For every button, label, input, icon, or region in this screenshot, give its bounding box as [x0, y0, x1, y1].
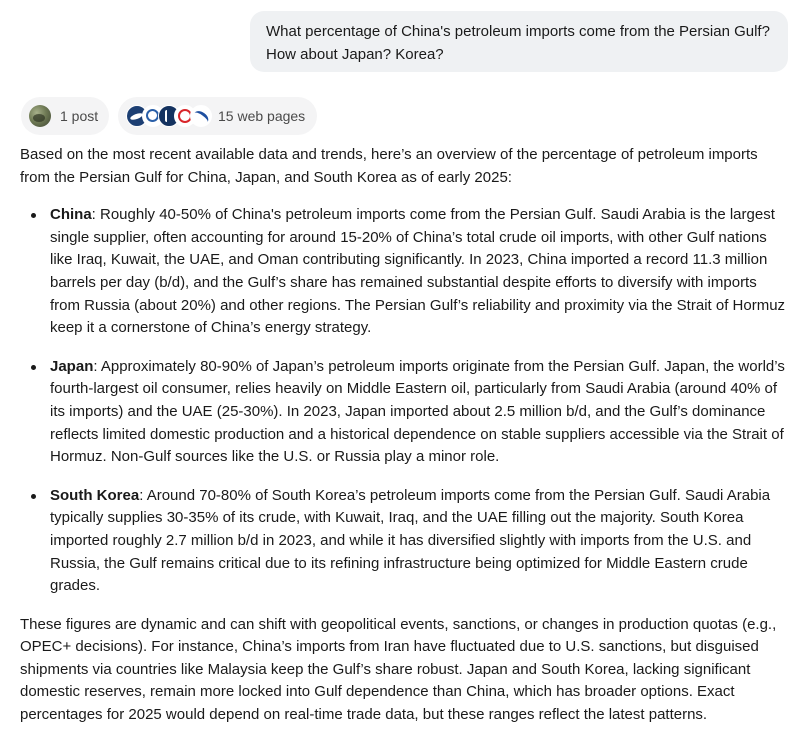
- site-favicon-icon: [190, 105, 212, 127]
- web-pages-source-chip[interactable]: [118, 97, 317, 135]
- list-item: [20, 485, 786, 598]
- response-closing: These figures are dynamic and can shift with geopolitical events, sanctions, or changes in production quotas (e.g., OPEC+ decisions). For instance, China’s imports from Iran have fluctuated due to U.S. sanctions, but disguised shipments via countries like Malaysia keep the Gulf’s share robust. Japan and South Korea, lacking significant domestic reserves, remain more locked into Gulf dependence than China, which has broader options. Exact percentages for 2025 would depend on real-time trade data, but these ranges reflect the latest patterns.: [20, 615, 777, 724]
- list-item-heading: China: [50, 206, 92, 224]
- posts-count-label: 1 post: [60, 108, 99, 124]
- list-item-text: : Roughly 40-50% of China's petroleum imports come from the Persian Gulf. Saudi Arabia is the largest single supplier, often accounting for around 15-20% of China’s total crude oil imports, with other Gulf nations like Iraq, Kuwait, the UAE, and Oman contributing significantly. In 2023, China imported a record 11.3 million barrels per day (b/d), and the Gulf’s share has remained substantial despite efforts to diversify with imports from Russia (about 20%) and other regions. The Persian Gulf’s reliability and proximity via the Strait of Hormuz keep it a cornerstone of China’s energy strategy.: [50, 206, 786, 337]
- web-pages-count-label: 15 web pages: [218, 108, 306, 124]
- posts-source-chip[interactable]: [21, 97, 109, 135]
- web-favicons-stack: [126, 104, 214, 128]
- post-author-avatar: [29, 105, 51, 127]
- user-message-text: What percentage of China's petroleum imports come from the Persian Gulf? How about Japan? Korea?: [266, 23, 770, 63]
- list-item: [20, 204, 786, 340]
- response-intro: Based on the most recent available data and trends, here’s an overview of the percentage of petroleum imports from the Persian Gulf for China, Japan, and South Korea as of early 2025:: [20, 146, 758, 186]
- list-item-text: : Around 70-80% of South Korea’s petroleum imports come from the Persian Gulf. Saudi Arabia typically supplies 30-35% of its crude, with Kuwait, Iraq, and the UAE filling out the majority. South Korea imported roughly 2.7 million b/d in 2023, and while it has diversified slightly with imports from the U.S. and Russia, the Gulf remains critical due to its refining infrastructure being optimized for Middle Eastern crude grades.: [50, 486, 771, 595]
- list-item-heading: Japan: [50, 357, 94, 375]
- assistant-response: [20, 144, 786, 727]
- list-item-heading: South Korea: [50, 486, 140, 504]
- list-item-text: : Approximately 80-90% of Japan’s petroleum imports originate from the Persian Gulf. Japan, the world’s fourth-largest oil consumer, relies heavily on Middle Eastern oil, particularly from Saudi Arabia (around 40% of its imports) and the UAE (25-30%). In 2023, Japan imported about 2.5 million b/d, and the Gulf’s dominance reflects limited domestic production and a historical dependence on stable suppliers accessible via the Strait of Hormuz. Non-Gulf sources like the U.S. or Russia play a minor role.: [50, 357, 785, 466]
- user-message-bubble: [250, 11, 788, 72]
- list-item: [20, 356, 786, 469]
- response-bullet-list: [20, 204, 786, 598]
